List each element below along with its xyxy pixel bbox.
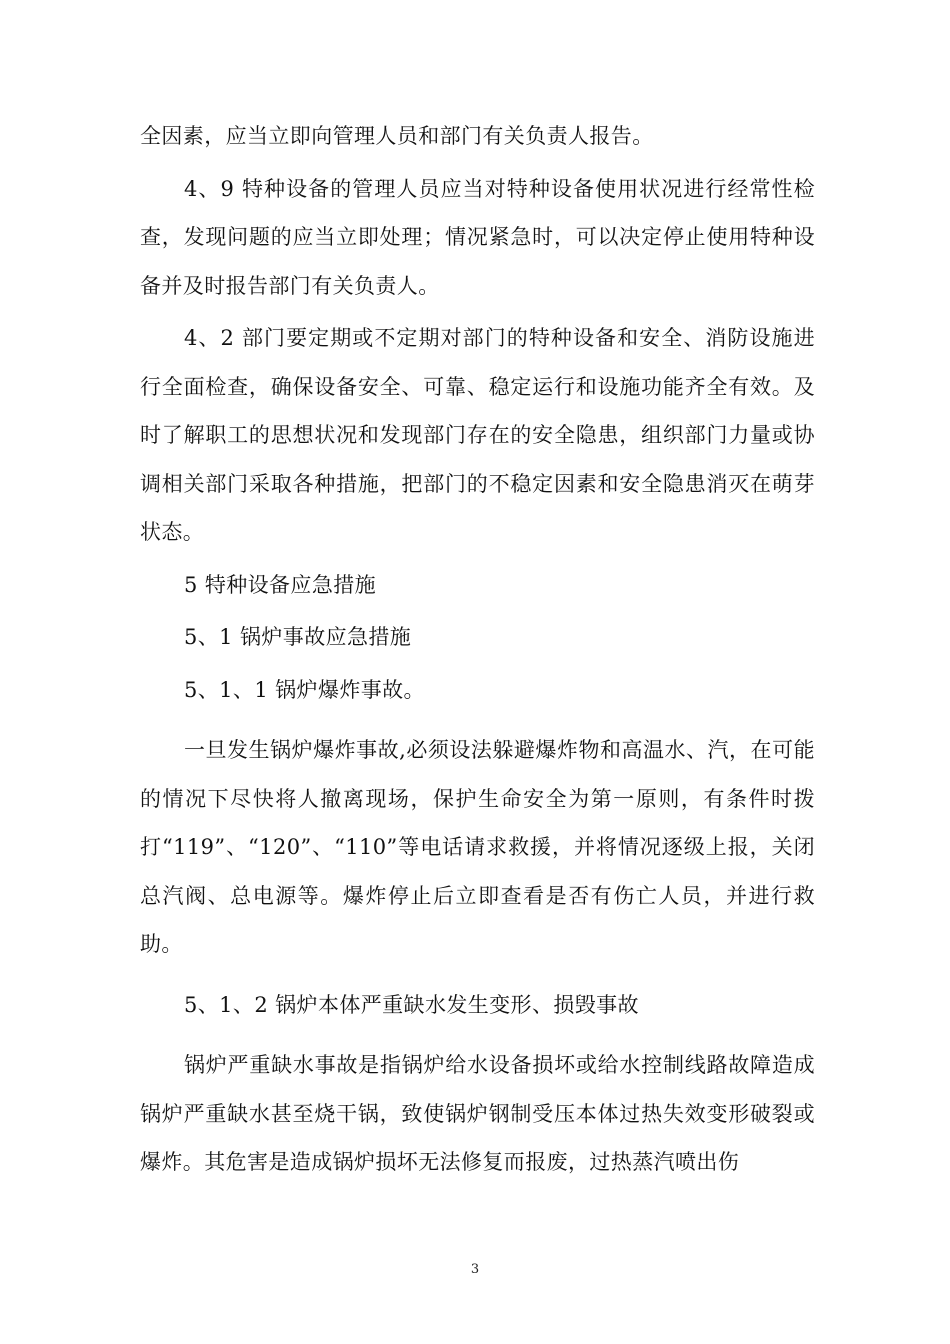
page-number: 3 — [470, 1262, 480, 1277]
section-heading-5: 5 特种设备应急措施 — [184, 572, 377, 597]
paragraph-continuation: 全因素，应当立即向管理人员和部门有关负责人报告。 — [140, 124, 654, 148]
paragraph-water-shortage: 锅炉严重缺水事故是指锅炉给水设备损坏或给水控制线路故障造成锅炉严重缺水甚至烧干锅，致使锅炉钢制受压本体过热失效变形破裂或爆炸。其危害是造成锅炉损坏无法修复而报废，过热蒸汽喷出伤 — [140, 1053, 815, 1174]
paragraph-4-2: 4、2 部门要定期或不定期对部门的特种设备和安全、消防设施进行全面检查，确保设备安全、可靠、稳定运行和设施功能齐全有效。及时了解职工的思想状况和发现部门存在的安全隐患，组织部门力量或协调相关部门采取各种措施，把部门的不稳定因素和安全隐患消灭在萌芽状态。 — [140, 326, 815, 544]
paragraph-4-9: 4、9 特种设备的管理人员应当对特种设备使用状况进行经常性检查，发现问题的应当立即处理；情况紧急时，可以决定停止使用特种设备并及时报告部门有关负责人。 — [140, 176, 815, 298]
section-heading-5-1-2: 5、1、2 锅炉本体严重缺水发生变形、损毁事故 — [184, 992, 639, 1017]
paragraph-boiler-explosion: 一旦发生锅炉爆炸事故,必须设法躲避爆炸物和高温水、汽，在可能的情况下尽快将人撤离现场，保护生命安全为第一原则，有条件时拨打“119”、“120”、“110”等电话请求救援，并将情况逐级上报，关闭总汽阀、总电源等。爆炸停止后立即查看是否有伤亡人员，并进行救助。 — [140, 738, 815, 956]
section-heading-5-1: 5、1 锅炉事故应急措施 — [184, 625, 412, 649]
section-heading-5-1-1: 5、1、1 锅炉爆炸事故。 — [184, 677, 425, 702]
document-body — [140, 112, 815, 1187]
